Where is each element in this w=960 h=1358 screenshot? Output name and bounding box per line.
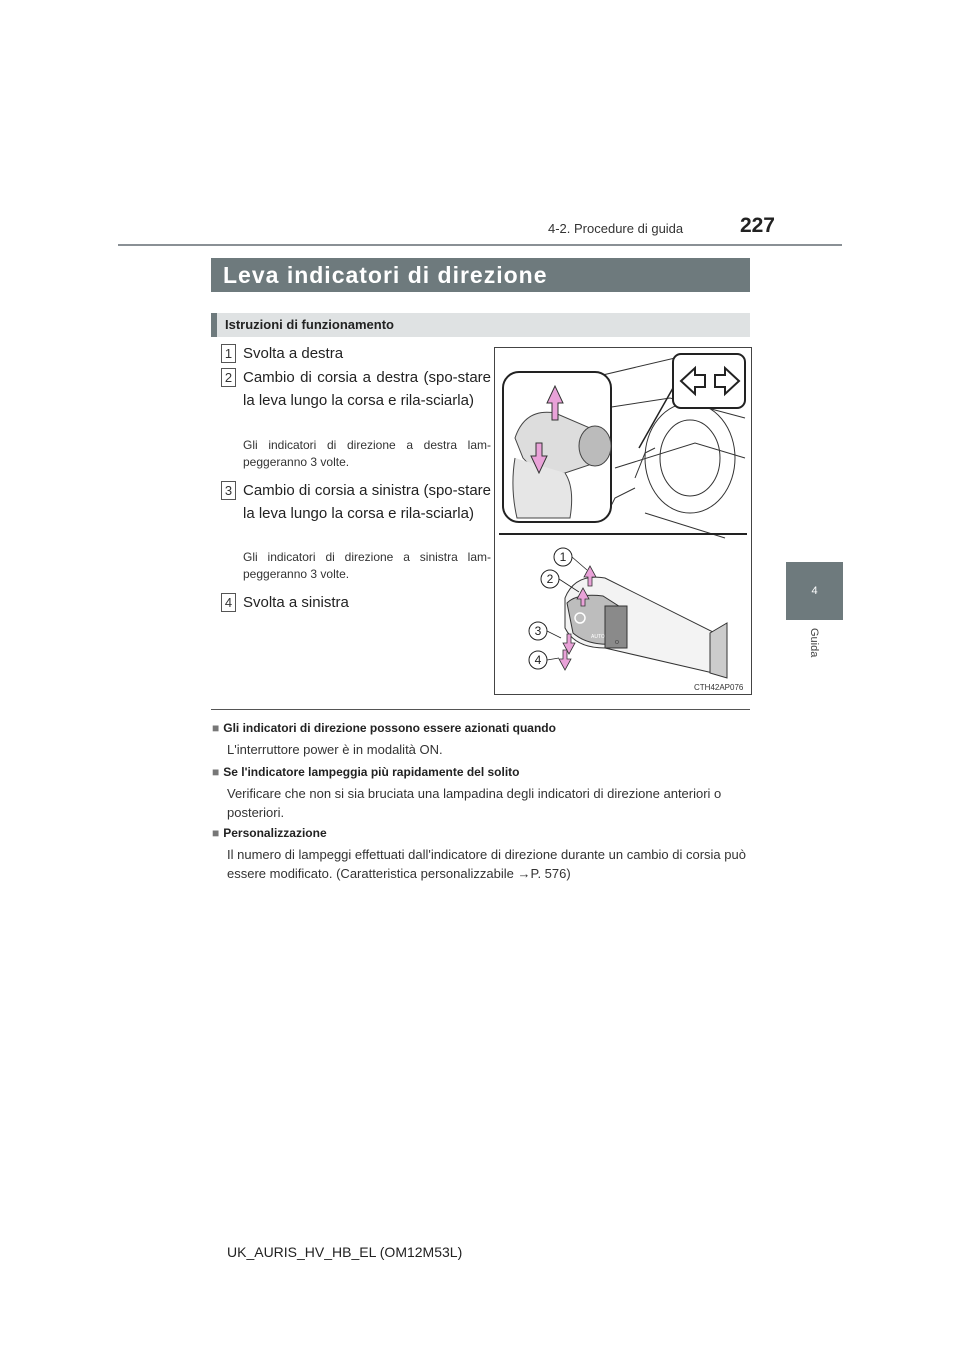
bullet-heading-1: ■ Gli indicatori di direzione possono essere azionati quando [212,721,556,735]
item-text-3: Cambio di corsia a sinistra (spo-stare la leva lungo la corsa e rila-sciarla) [243,482,491,522]
notes-divider [211,709,750,710]
bullet-text-1: L'interruttore power è in modalità ON. [227,742,443,757]
figure-code: CTH42AP076 [694,683,744,692]
bullet-heading-2: ■ Se l'indicatore lampeggia più rapidamente del solito [212,765,520,779]
item-text-4: Svolta a sinistra [243,594,349,611]
callout-label-1: 1 [559,550,567,564]
section-title: 4-2. Procedure di guida [548,221,684,236]
document-code: UK_AURIS_HV_HB_EL (OM12M53L) [227,1244,463,1260]
item-number-1: 1 [221,344,236,363]
chapter-tab: 4 [786,562,843,620]
lever-off-label: O [615,640,619,646]
item-note-2: Gli indicatori di direzione a destra lam-peggeranno 3 volte. [243,438,491,469]
chapter-label: Guida [808,628,820,658]
header-divider [118,244,842,246]
page-number: 227 [739,214,775,237]
page-title-bar [211,258,750,292]
subtitle-accent [211,313,217,337]
page-title: Leva indicatori di direzione [223,262,548,288]
callout-label-4: 4 [534,653,542,667]
item-note-3: Gli indicatori di direzione a sinistra lam-peggeranno 3 volte. [243,550,491,581]
bullet-text-3: Il numero di lampeggi effettuati dall'indicatore di direzione durante un cambio di corsia può essere modificato. (Caratteristica personalizzabile →P. 576) [227,847,746,881]
item-number-3: 3 [221,481,236,500]
bullet-heading-3: ■ Personalizzazione [212,826,327,840]
callout-label-2: 2 [546,572,554,586]
item-text-1: Svolta a destra [243,345,344,362]
lever-diagram [495,348,751,694]
bullet-text-2: Verificare che non si sia bruciata una lampadina degli indicatori di direzione anteriori o posteriori. [227,786,722,820]
item-text-2: Cambio di corsia a destra (spo-stare la leva lungo la corsa e rila-sciarla) [243,369,491,409]
lever-auto-label: AUTO [591,634,605,640]
item-number-2: 2 [221,368,236,387]
subtitle-bar [211,313,750,337]
lever-illustration [494,347,752,695]
subtitle: Istruzioni di funzionamento [225,317,394,332]
item-number-4: 4 [221,593,236,612]
callout-label-3: 3 [534,624,542,638]
